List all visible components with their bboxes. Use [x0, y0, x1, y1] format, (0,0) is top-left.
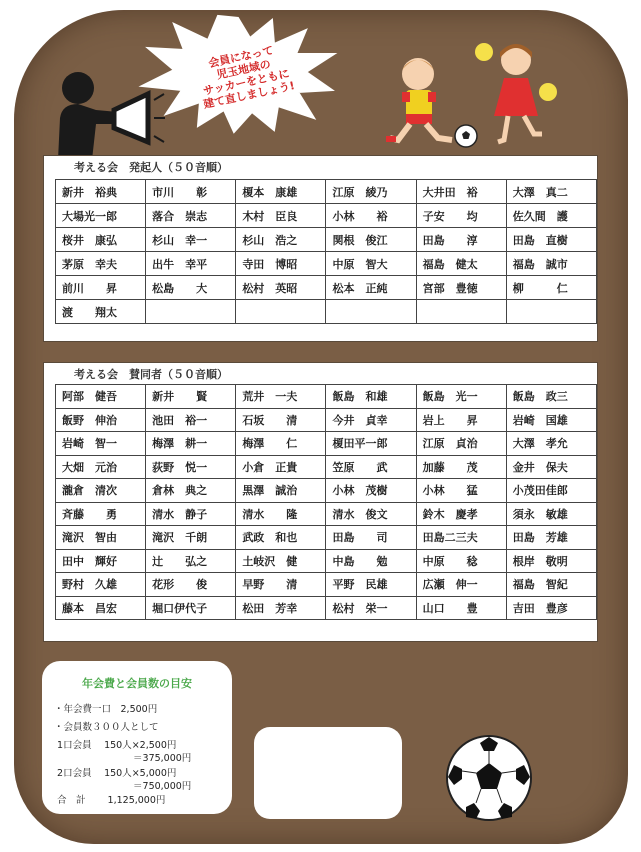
- name-cell: 清水 静子: [146, 502, 236, 526]
- name-cell: 田中 輝好: [56, 549, 146, 573]
- name-cell: 武政 和也: [236, 526, 326, 550]
- name-cell: 宮部 豊徳: [416, 276, 506, 300]
- name-cell: 荻野 悦一: [146, 455, 236, 479]
- name-cell: 木村 臣良: [236, 204, 326, 228]
- name-cell: 新井 賢: [146, 385, 236, 409]
- name-cell: 飯島 政三: [506, 385, 596, 409]
- founders-title: 考える会 発起人（５０音順）: [74, 161, 228, 174]
- name-cell: 藤本 昌宏: [56, 596, 146, 620]
- speech-burst: [138, 14, 338, 134]
- name-cell: 大畑 元治: [56, 455, 146, 479]
- table-row: [56, 432, 597, 456]
- name-cell: 杉山 浩之: [236, 228, 326, 252]
- name-cell: 飯野 伸治: [56, 408, 146, 432]
- soccer-ball-icon: [444, 733, 534, 823]
- name-cell: 梅澤 仁: [236, 432, 326, 456]
- name-cell: 桜井 康弘: [56, 228, 146, 252]
- name-cell: 渡 翔太: [56, 300, 146, 324]
- name-cell: 茅原 幸夫: [56, 252, 146, 276]
- name-cell: 江原 貞治: [416, 432, 506, 456]
- name-cell: 大澤 真二: [506, 180, 596, 204]
- name-cell: 福島 誠市: [506, 252, 596, 276]
- fee-line: 合 計 1,125,000円: [54, 795, 166, 806]
- name-cell: 関根 俊江: [326, 228, 416, 252]
- table-row: [56, 455, 597, 479]
- name-cell: 加藤 茂: [416, 455, 506, 479]
- name-cell: [416, 300, 506, 324]
- name-cell: 滝沢 千朗: [146, 526, 236, 550]
- name-cell: 小林 猛: [416, 479, 506, 503]
- fee-line: 1口会員 150人×2,500円: [54, 740, 177, 751]
- name-cell: 岩崎 国雄: [506, 408, 596, 432]
- name-cell: 松島 大: [146, 276, 236, 300]
- name-cell: [236, 300, 326, 324]
- fee-info-box: [42, 661, 232, 814]
- name-cell: 福島 智紀: [506, 573, 596, 597]
- fee-line: 2口会員 150人×5,000円: [54, 768, 177, 779]
- name-cell: 杉山 幸一: [146, 228, 236, 252]
- name-cell: 中島 勉: [326, 549, 416, 573]
- supporters-title: 考える会 賛同者（５０音順）: [74, 368, 228, 381]
- name-cell: 瀧倉 清次: [56, 479, 146, 503]
- name-cell: 小茂田佳郎: [506, 479, 596, 503]
- fee-line: ＝375,000円: [54, 753, 192, 764]
- fee-line: ＝750,000円: [54, 781, 192, 792]
- name-cell: 落合 崇志: [146, 204, 236, 228]
- table-row: [56, 526, 597, 550]
- table-row: [56, 502, 597, 526]
- name-cell: 寺田 博昭: [236, 252, 326, 276]
- name-cell: 梅澤 耕一: [146, 432, 236, 456]
- name-cell: 早野 清: [236, 573, 326, 597]
- name-cell: 堀口伊代子: [146, 596, 236, 620]
- name-cell: 松本 正純: [326, 276, 416, 300]
- founders-panel: [43, 155, 598, 342]
- name-cell: 広瀬 伸一: [416, 573, 506, 597]
- name-cell: 斉藤 勇: [56, 502, 146, 526]
- table-row: [56, 204, 597, 228]
- name-cell: 須永 敏雄: [506, 502, 596, 526]
- name-cell: 辻 弘之: [146, 549, 236, 573]
- name-cell: 田島二三夫: [416, 526, 506, 550]
- name-cell: 中原 智大: [326, 252, 416, 276]
- name-cell: 根岸 敬明: [506, 549, 596, 573]
- name-cell: 榎田平一郎: [326, 432, 416, 456]
- name-cell: 土岐沢 健: [236, 549, 326, 573]
- name-cell: 佐久間 護: [506, 204, 596, 228]
- founders-table: [55, 179, 597, 324]
- fee-line: ・年会費一口 2,500円: [54, 704, 158, 715]
- name-cell: 松村 栄一: [326, 596, 416, 620]
- table-row: [56, 276, 597, 300]
- table-row: [56, 180, 597, 204]
- name-cell: 平野 民雄: [326, 573, 416, 597]
- supporters-panel: [43, 362, 598, 642]
- fee-line: ・会員数３００人として: [54, 722, 159, 733]
- name-cell: 花形 俊: [146, 573, 236, 597]
- name-cell: 田島 芳雄: [506, 526, 596, 550]
- name-cell: 田島 直樹: [506, 228, 596, 252]
- table-row: [56, 300, 597, 324]
- name-cell: 倉林 典之: [146, 479, 236, 503]
- name-cell: 江原 綾乃: [326, 180, 416, 204]
- name-cell: 子安 均: [416, 204, 506, 228]
- name-cell: 飯島 和雄: [326, 385, 416, 409]
- table-row: [56, 549, 597, 573]
- name-cell: [506, 300, 596, 324]
- name-cell: 岩崎 智一: [56, 432, 146, 456]
- name-cell: 市川 彰: [146, 180, 236, 204]
- small-soccer-ball-icon: [454, 124, 478, 148]
- blank-box: [254, 727, 402, 819]
- name-cell: 松村 英昭: [236, 276, 326, 300]
- name-cell: 飯島 光一: [416, 385, 506, 409]
- name-cell: 黒澤 誠治: [236, 479, 326, 503]
- name-cell: 小倉 正貴: [236, 455, 326, 479]
- table-row: [56, 596, 597, 620]
- name-cell: 大井田 裕: [416, 180, 506, 204]
- name-cell: 岩上 昇: [416, 408, 506, 432]
- name-cell: 前川 昇: [56, 276, 146, 300]
- name-cell: 小林 茂樹: [326, 479, 416, 503]
- name-cell: 大場光一郎: [56, 204, 146, 228]
- name-cell: 阿部 健吾: [56, 385, 146, 409]
- name-cell: 清水 俊文: [326, 502, 416, 526]
- name-cell: 中原 稔: [416, 549, 506, 573]
- name-cell: 鈴木 慶孝: [416, 502, 506, 526]
- name-cell: 荒井 一夫: [236, 385, 326, 409]
- name-cell: 出牛 幸平: [146, 252, 236, 276]
- name-cell: 田島 淳: [416, 228, 506, 252]
- name-cell: 榎本 康雄: [236, 180, 326, 204]
- name-cell: 柳 仁: [506, 276, 596, 300]
- name-cell: 大澤 孝允: [506, 432, 596, 456]
- supporters-table: [55, 384, 597, 620]
- name-cell: [326, 300, 416, 324]
- burst-message: 会員になって 児玉地域の サッカーをともに 建て直しましょう!: [202, 43, 296, 112]
- table-row: [56, 385, 597, 409]
- name-cell: 滝沢 智由: [56, 526, 146, 550]
- name-cell: 福島 健太: [416, 252, 506, 276]
- table-row: [56, 573, 597, 597]
- table-row: [56, 228, 597, 252]
- name-cell: 金井 保夫: [506, 455, 596, 479]
- name-cell: 田島 司: [326, 526, 416, 550]
- table-row: [56, 479, 597, 503]
- name-cell: 笠原 武: [326, 455, 416, 479]
- name-cell: 石坂 清: [236, 408, 326, 432]
- name-cell: 小林 裕: [326, 204, 416, 228]
- name-cell: [146, 300, 236, 324]
- name-cell: 池田 裕一: [146, 408, 236, 432]
- name-cell: 山口 豊: [416, 596, 506, 620]
- name-cell: 新井 裕典: [56, 180, 146, 204]
- name-cell: 野村 久雄: [56, 573, 146, 597]
- name-cell: 松田 芳幸: [236, 596, 326, 620]
- name-cell: 清水 隆: [236, 502, 326, 526]
- name-cell: 今井 貞幸: [326, 408, 416, 432]
- name-cell: 吉田 豊彦: [506, 596, 596, 620]
- table-row: [56, 408, 597, 432]
- table-row: [56, 252, 597, 276]
- fee-title: 年会費と会員数の目安: [82, 677, 192, 690]
